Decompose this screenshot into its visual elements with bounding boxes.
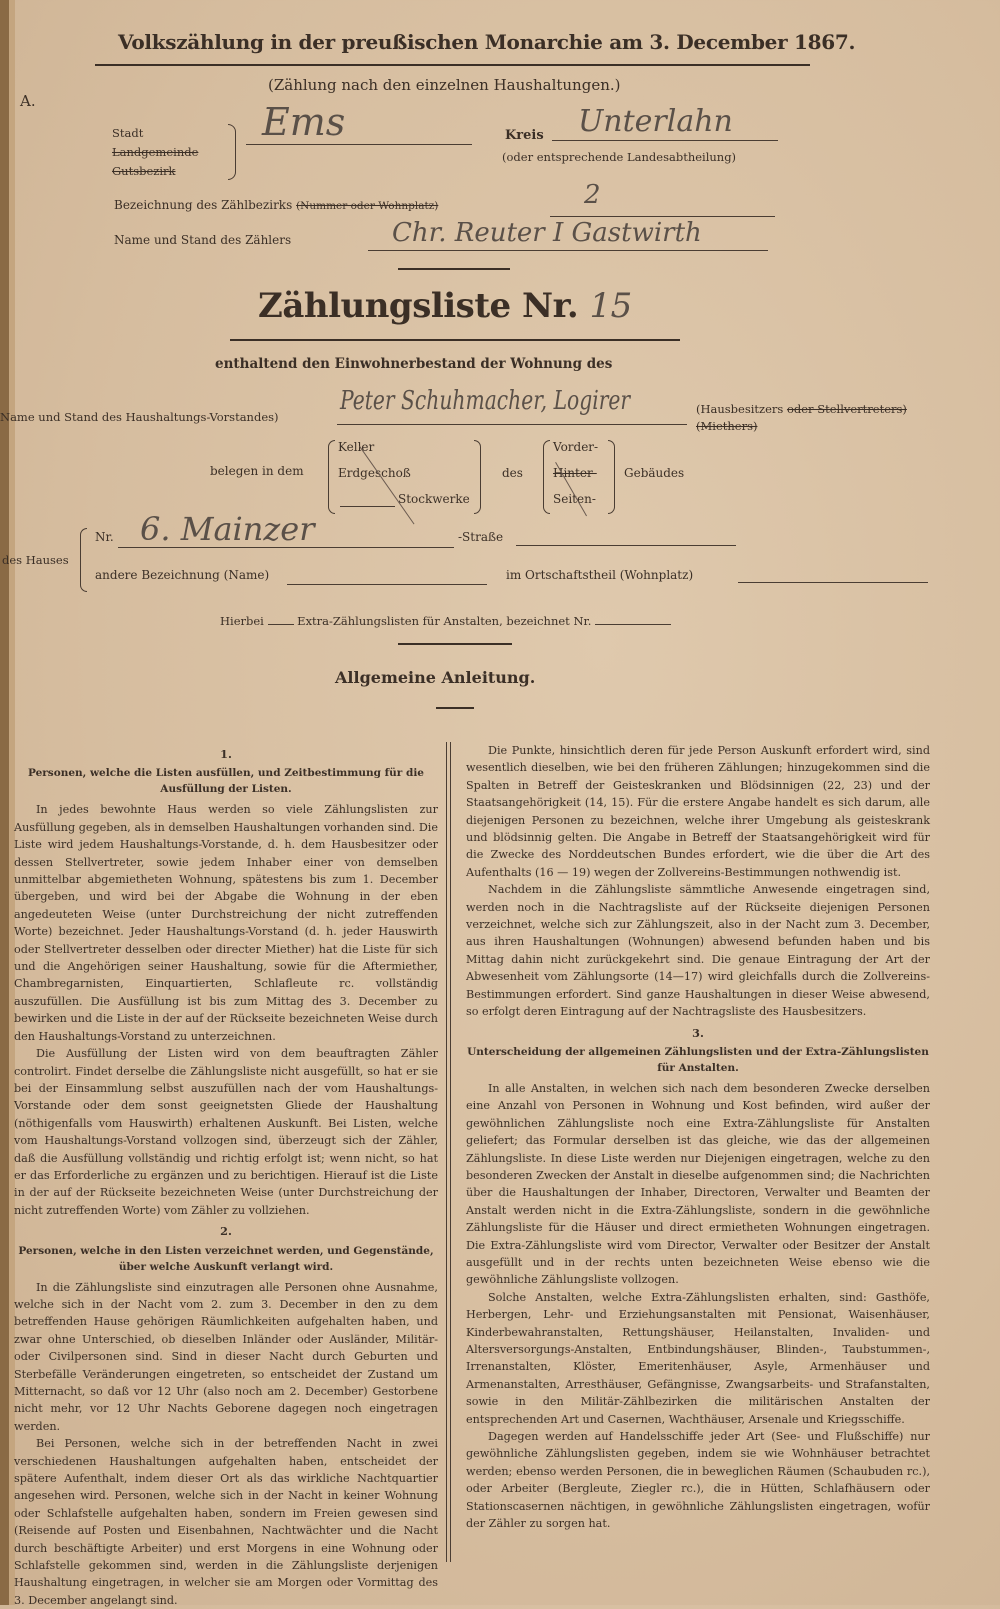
district-value: 2 [584,180,601,210]
binding-edge [0,0,9,1605]
paragraph: In jedes bewohnte Haus werden so viele Zählungslisten zur Ausfüllung gegeben, als in demselben Haushaltungen vorhanden sind. Die Liste wird jedem Haushaltungs-Vorstande, d. h. dem Hausbesitzer oder dessen Stellvertreter, sowie jedem Inhaber einer von demselben unmittelbar abgemietheten Wohnung, spätestens bis zum 1. December übergeben, und wird bei der Abgabe die Wohnung in der eben angedeuteten Weise (unter Durchstreichung der nicht zutreffenden Worte) bezeichnet. Jeder Haushaltungs-Vorstand (d. h. jeder Hauswirth oder Stellvertreter desselben oder directer Miether) hat die Liste für sich und die Angehörigen seiner Haushaltung, sowie für die Aftermiether, Chambregarnisten, Einquartierten, Schlafleute rc. vollständig auszufüllen. Die Ausfüllung ist bis zum Mittag des 3. December zu bewirken und die Liste in der auf der Rückseite bezeichneten Weise durch den Haushaltungs-Vorstand zu unterzeichnen. [14,803,438,1043]
section-2-number: 2. [220,1224,232,1239]
column-divider [446,742,447,1562]
district-note-struck: (Nummer oder Wohnplatz) [296,200,439,212]
district-part-line [738,582,928,583]
street-label: -Straße [458,530,504,544]
house-value: 6. Mainzer [140,510,315,548]
brace [543,440,550,514]
side-seiten: Seiten- [553,492,596,506]
nr-label: Nr. [95,530,114,544]
enumerator-label: Name und Stand des Zählers [114,233,292,247]
role-hausbesitzer: (Hausbesitzers [696,402,784,416]
household-role-options [696,401,907,435]
list-title-underline [230,339,680,341]
paragraph: Die Punkte, hinsichtlich deren für jede Person Auskunft erfordert wird, sind wesentlich dieselben, wie bei den früheren Zählungen; hinzugekommen sind die Spalten in Betreff der Geisteskranken und Blödsinnigen (22, 23) und der Staatsangehörigkeit (14, 15). Für die erstere Angabe handelt es sich darum, alle diejenigen Personen zu bezeichnen, welche ihrer Umgebung als geisteskrank und blödsinnig gelten. Die Angabe in Betreff der Staatsangehörigkeit wird für die Zwecke des Norddeutschen Bundes erfordert, wie die über die Art des Aufenthalts (16 — 19) wegen der Zollvereins-Bestimmungen nothwendig ist. [466,744,930,879]
form-letter: A. [20,92,36,110]
role-miether-struck: (Miethers) [696,419,758,433]
street-line [516,545,736,546]
district-part-label: im Ortschaftstheil (Wohnplatz) [506,568,694,582]
house-line [118,547,454,548]
option-landgemeinde-struck: Landgemeinde [112,145,199,159]
extra-lists-line [220,614,671,628]
floor-keller: Keller [338,440,375,454]
list-number: 15 [589,286,632,326]
paragraph: In alle Anstalten, in welchen sich nach dem besonderen Zwecke derselben eine Anzahl von Personen in Wohnung und Kost befinden, wird außer der gewöhnlichen Zählungsliste noch eine Extra-Zählungsliste für Anstalten geliefert; das Formular derselben ist das gleiche, wie das der allgemeinen Zählungsliste. In diese Liste werden nur Diejenigen eingetragen, welche zu den besonderen Zwecken der Anstalt in dieselbe aufgenommen sind; die Nachrichten über die Haushaltungen der Inhaber, Directoren, Verwalter und Beamten der Anstalt werden nicht in die Extra-Zählungsliste, sondern in die gewöhnliche Zählungsliste für die Häuser und direct ermietheten Wohnungen eingetragen. Die Extra-Zählungsliste wird vom Director, Verwalter oder Besitzer der Anstalt ausgefüllt und in der rechts unten bezeichneten Weise ebenso wie die gewöhnliche Zählungsliste vollzogen. [466,1081,930,1287]
kreis-value: Unterlahn [578,104,733,139]
building-label: Gebäudes [624,466,685,480]
paragraph: Die Ausfüllung der Listen wird von dem beauftragten Zähler controlirt. Findet derselbe die Zählungsliste nicht ausgefüllt, so hat er sie bei der Einsammlung selbst auszufüllen nach der vom Haushaltungs-Vorstande oder dem sonst geeignetsten Gliede der Haushaltung (nöthigenfalls vom Hauswirth) erhaltenen Auskunft. Bei Listen, welche vom Haushaltungs-Vorstand vollzogen sind, überzeugt sich der Zähler, daß die Ausfüllung vollständig und richtig erfolgt ist; wenn nicht, so hat er das Erforderliche zu ergänzen und zu berichtigen. Hierauf ist die Liste in der auf der Rückseite bezeichneten Weise (unter Durchstreichung der nicht zutreffenden Worte) vom Zähler zu vollziehen. [14,1047,438,1217]
extra-lists-prefix: Hierbei [220,614,264,628]
column-divider [450,742,451,1562]
census-subtitle: (Zählung nach den einzelnen Haushaltungen.) [268,76,621,94]
instructions-right-column [466,742,930,1532]
paragraph: In die Zählungsliste sind einzutragen alle Personen ohne Ausnahme, welche sich in der Nacht vom 2. zum 3. December in den zu dem betreffenden Hause gehörigen Räumlichkeiten aufgehalten haben, und zwar ohne Unterschied, ob dieselben Inländer oder Ausländer, Militär- oder Civilpersonen sind. Sind in dieser Nacht durch Geburten und Sterbefälle Veränderungen eingetreten, so entscheidet der Zustand um Mitternacht, so daß vor 12 Uhr (also noch am 2. December) Gestorbene nicht mehr, vor 12 Uhr Nachts Geborene dagegen noch eingetragen werden. [14,1280,438,1433]
extra-lists-text: Extra-Zählungslisten für Anstalten, bezeichnet Nr. [297,614,592,628]
kreis-label: Kreis [505,128,544,143]
floor-number-line [340,506,395,507]
option-stadt: Stadt [112,126,144,140]
side-hinter: Hinter- [553,466,597,480]
list-title-text: Zählungsliste Nr. [258,286,579,326]
section-3-number: 3. [692,1025,704,1040]
place-value: Ems [262,100,346,144]
municipality-type-options [112,124,198,181]
household-head-value: Peter Schuhmacher, Logirer [340,386,631,416]
list-title [258,286,632,326]
floor-erdgeschoss: Erdgeschoß [338,466,411,480]
household-head-label: Name und Stand des Haushaltungs-Vorstandes) [0,410,279,424]
separator-rule [436,707,474,709]
option-gutsbezirk-struck: Gutsbezirk [112,164,176,178]
instructions-heading: Allgemeine Anleitung. [335,668,536,687]
other-name-line [287,584,487,585]
district-label-text: Bezeichnung des Zählbezirks [114,198,293,212]
place-line [246,144,472,145]
brace [228,124,236,180]
of-label: des [502,466,523,480]
brace [474,440,481,514]
section-2-title: Personen, welche in den Listen verzeichnet werden, und Gegenstände, über welche Auskunft verlangt wird. [18,1244,434,1273]
house-label: des Hauses [2,553,69,567]
role-stellvertreter-struck: oder Stellvertreters) [786,402,907,416]
separator-rule [398,268,510,270]
section-1-number: 1. [220,747,232,761]
district-line [550,216,775,217]
district-label [114,198,438,212]
paragraph: Solche Anstalten, welche Extra-Zählungslisten erhalten, sind: Gasthöfe, Herbergen, Lehr- und Erziehungsanstalten mit Pensionat, Waisenhäuser, Kinderbewahranstalten, Rettungshäuser, Heilanstalten, Invaliden- und Altersversorgungs-Anstalten, Entbindungshäuser, Blinden-, Taubstummen-, Irrenanstalten, Klöster, Emeritenhäuser, Asyle, Armenhäuser und Armenanstalten, Arresthäuser, Gefängnisse, Zwangsarbeits- und Strafanstalten, sowie in den Militär-Zählbezirken die militärischen Anstalten der entsprechenden Art und Casernen, Wachthäuser, Arsenale und Kriegsschiffe. [466,1290,930,1426]
household-head-line [337,424,687,425]
kreis-note: (oder entsprechende Landesabtheilung) [502,150,737,164]
enumerator-value: Chr. Reuter I Gastwirth [392,218,702,248]
brace [80,528,87,592]
section-3-title: Unterscheidung der allgemeinen Zählungslisten und der Extra-Zählungslisten für Anstalten. [467,1045,929,1074]
located-label: belegen in dem [210,464,304,478]
brace [328,440,335,514]
other-name-label: andere Bezeichnung (Name) [95,568,270,582]
containing-text: enthaltend den Einwohnerbestand der Wohnung des [215,356,613,372]
paragraph: Dagegen werden auf Handelsschiffe jeder Art (See- und Flußschiffe) nur gewöhnliche Zählungslisten gegeben, indem sie wie Wohnhäuser betrachtet werden; ebenso werden Personen, die in beweglichen Räumen (Schaubuden rc.), oder Arbeiter (Bergleute, Ziegler rc.), die in Hütten, Schlafhäusern oder Stationscasernen nächtigen, in gewöhnliche Zählungslisten eingetragen, wofür der Zähler zu sorgen hat. [466,1430,930,1531]
strike-mark [359,446,414,524]
enumerator-line [368,250,768,251]
side-vorder: Vorder- [553,440,599,454]
paragraph: Bei Personen, welche sich in der betreffenden Nacht in zwei verschiedenen Haushaltungen aufgehalten haben, entscheidet der spätere Aufenthalt, indem dieser Ort als das wirkliche Nachtquartier angesehen wird. Personen, welche sich in der Nacht in keiner Wohnung oder Schlafstelle aufgehalten haben, sondern im Freien gewesen sind (Reisende auf Posten und Eisenbahnen, Nachtwächter und die Nacht durch beschäftigte Arbeiter) und erst Morgens in eine Wohnung oder Schlafstelle gekommen sind, werden in die Zählungsliste derjenigen Haushaltung eingetragen, in welcher sie am Morgen oder Vormittag des 3. December angelangt sind. [14,1437,438,1607]
kreis-line [552,140,778,141]
section-1-title: Personen, welche die Listen ausfüllen, und Zeitbestimmung für die Ausfüllung der Listen. [27,767,424,796]
instructions-left-column [14,742,438,1609]
brace [608,440,615,514]
floor-stockwerke: Stockwerke [398,492,470,506]
title-underline [95,64,810,66]
paragraph: Nachdem in die Zählungsliste sämmtliche Anwesende eingetragen sind, werden noch in die Nachtragsliste auf der Rückseite diejenigen Personen verzeichnet, welche sich zur Zählungszeit, also in der Nacht zum 3. December, aus ihren Haushaltungen (Wohnungen) abwesend befunden haben und bis Mittag dahin nicht zurückgekehrt sind. Die genaue Eintragung der Art der Abwesenheit vom Zählungsorte (14—17) wird gleichfalls durch die Zollvereins-Bestimmungen erfordert. Sind ganze Haushaltungen in dieser Weise abwesend, so erfolgt deren Eintragung auf der Nachtragsliste des Hausbesitzers. [466,883,930,1019]
separator-rule [398,643,512,645]
census-title: Volkszählung in der preußischen Monarchie am 3. December 1867. [118,30,856,54]
